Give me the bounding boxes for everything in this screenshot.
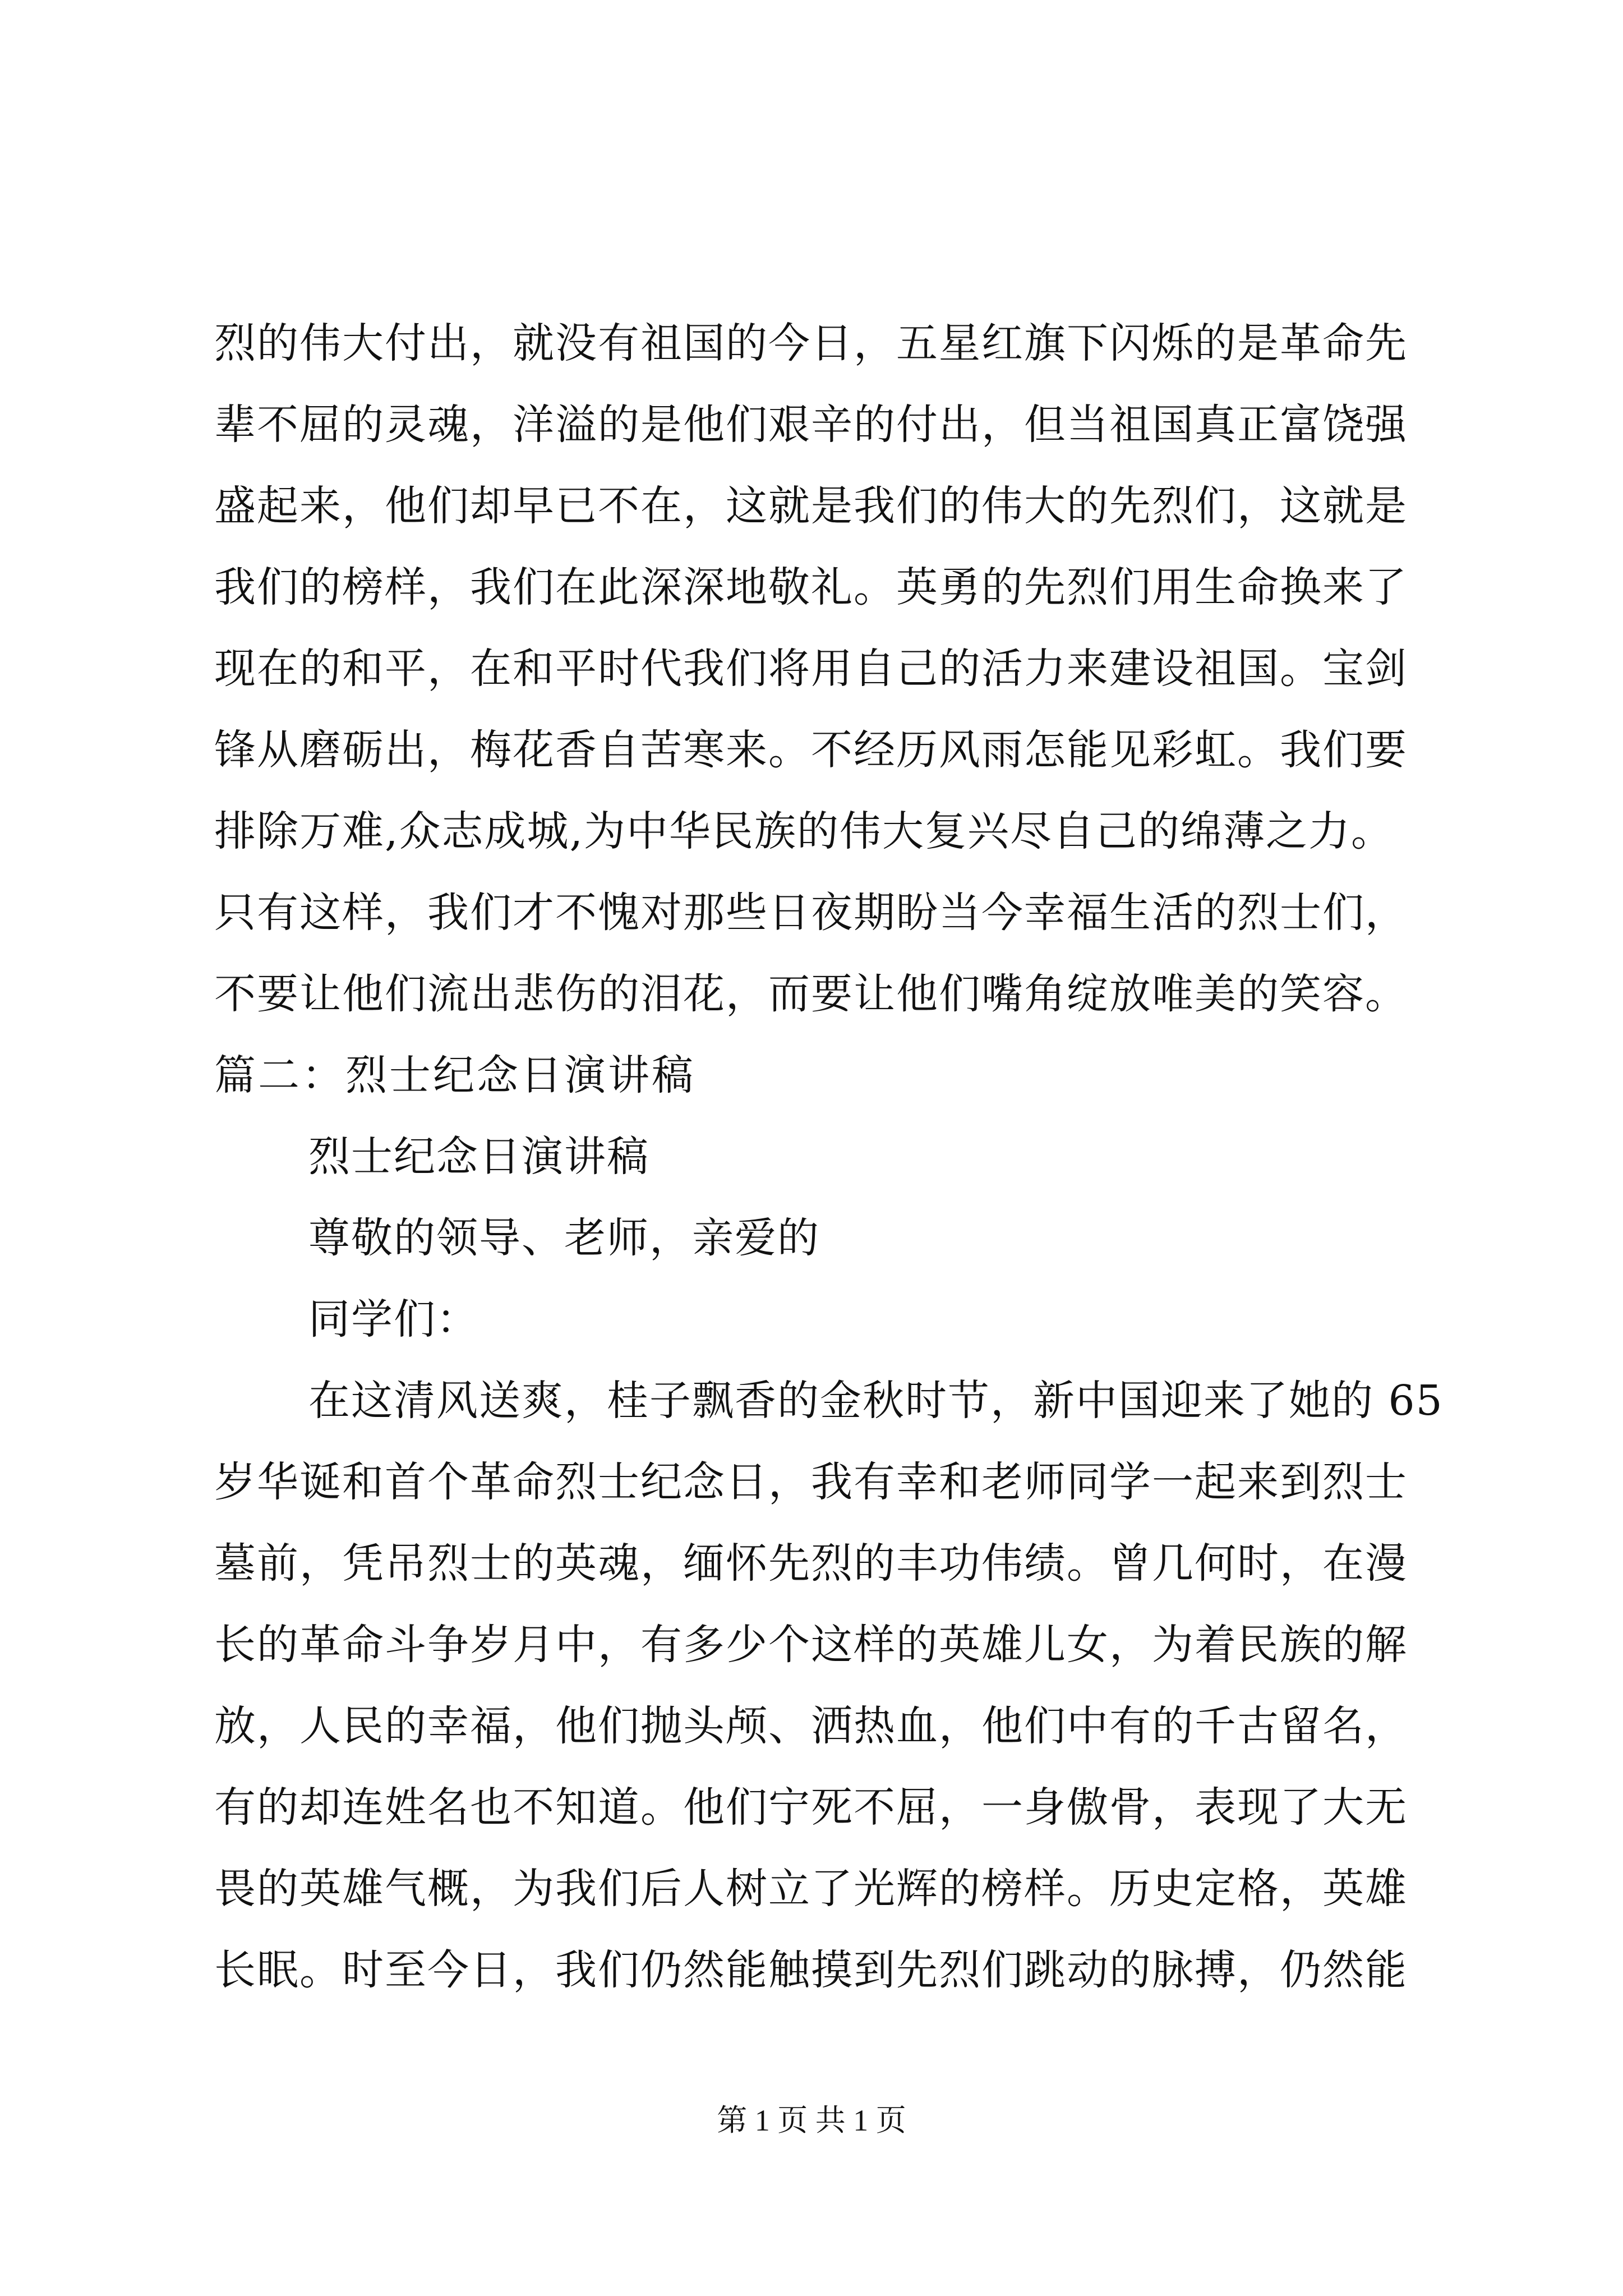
text-line: 盛起来，他们却早已不在，这就是我们的伟大的先烈们，这就是 [214, 482, 1408, 530]
text-line: 只有这样，我们才不愧对那些日夜期盼当今幸福生活的烈士们， [214, 889, 1408, 937]
speech-title: 烈士纪念日演讲稿 [308, 1133, 649, 1181]
text-line: 畏的英雄气概，为我们后人树立了光辉的榜样。历史定格，英雄 [214, 1865, 1408, 1913]
text-line: 排除万难,众志成城,为中华民族的伟大复兴尽自己的绵薄之力。 [214, 807, 1394, 855]
page-number: 第 1 页 共 1 页 [717, 2104, 906, 2137]
text-line: 长的革命斗争岁月中，有多少个这样的英雄儿女，为着民族的解 [214, 1621, 1408, 1669]
page-footer [0, 2101, 1623, 2140]
section-heading: 篇二：烈士纪念日演讲稿 [214, 1051, 695, 1099]
paragraph-start-line: 在这清风送爽，桂子飘香的金秋时节，新中国迎来了她的 65 [308, 1377, 1444, 1425]
text-line: 烈的伟大付出，就没有祖国的今日，五星红旗下闪烁的是革命先 [214, 319, 1408, 367]
text-line: 有的却连姓名也不知道。他们宁死不屈，一身傲骨，表现了大无 [214, 1783, 1408, 1832]
text-line: 辈不屈的灵魂，洋溢的是他们艰辛的付出，但当祖国真正富饶强 [214, 401, 1408, 449]
salutation-line: 同学们： [308, 1295, 479, 1343]
text-line: 现在的和平，在和平时代我们将用自己的活力来建设祖国。宝剑 [214, 645, 1408, 693]
text-line: 墓前，凭吊烈士的英魂，缅怀先烈的丰功伟绩。曾几何时，在漫 [214, 1539, 1408, 1588]
text-line: 长眠。时至今日，我们仍然能触摸到先烈们跳动的脉搏，仍然能 [214, 1946, 1408, 1994]
text-line: 岁华诞和首个革命烈士纪念日，我有幸和老师同学一起来到烈士 [214, 1458, 1408, 1506]
text-line: 放，人民的幸福，他们抛头颅、洒热血，他们中有的千古留名， [214, 1702, 1408, 1750]
text-line: 锋从磨砺出，梅花香自苦寒来。不经历风雨怎能见彩虹。我们要 [214, 726, 1408, 774]
salutation-line: 尊敬的领导、老师，亲爱的 [308, 1214, 820, 1262]
document-body [214, 303, 1444, 2011]
text-line: 我们的榜样，我们在此深深地敬礼。英勇的先烈们用生命换来了 [214, 563, 1408, 611]
text-line: 不要让他们流出悲伤的泪花，而要让他们嘴角绽放唯美的笑容。 [214, 970, 1408, 1018]
